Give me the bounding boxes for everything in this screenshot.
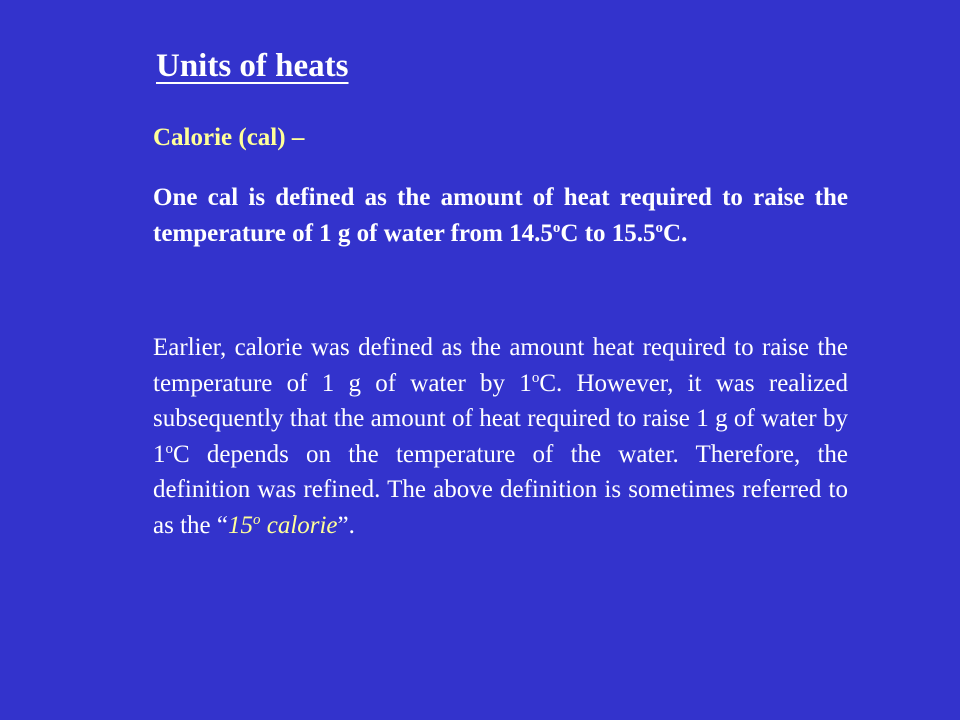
fifteen-degree-calorie-term	[228, 512, 338, 539]
definition-text-3: C.	[663, 219, 688, 247]
calorie-subheading: Calorie (cal) –	[153, 124, 305, 151]
history-text-2: C. However, it was realized subsequently that the amount of heat required to raise 1 g of water by 1	[153, 369, 848, 468]
highlight-number: 15	[227, 511, 253, 539]
slide-title: Units of heats	[156, 48, 349, 84]
calorie-definition	[153, 180, 848, 251]
degree-superscript: o	[531, 370, 540, 387]
degree-superscript: o	[655, 220, 664, 237]
degree-superscript: o	[552, 220, 561, 237]
definition-text-2: C to 15.5	[560, 219, 656, 247]
calorie-history	[153, 330, 848, 543]
definition-text-1: One cal is defined as the amount of heat required to raise the temperature of 1 g of water from 14.5	[153, 184, 848, 247]
history-text-1: Earlier, calorie was defined as the amount heat required to raise the temperature of 1 g of water by 1	[153, 334, 848, 397]
degree-superscript: o	[165, 441, 173, 458]
history-text-4: ”.	[337, 511, 355, 539]
highlight-word: calorie	[260, 511, 338, 539]
degree-superscript: o	[252, 512, 261, 529]
history-text-3: C depends on the temperature of the water. Therefore, the definition was refined. The above definition is sometimes referred to as the “	[153, 440, 848, 539]
